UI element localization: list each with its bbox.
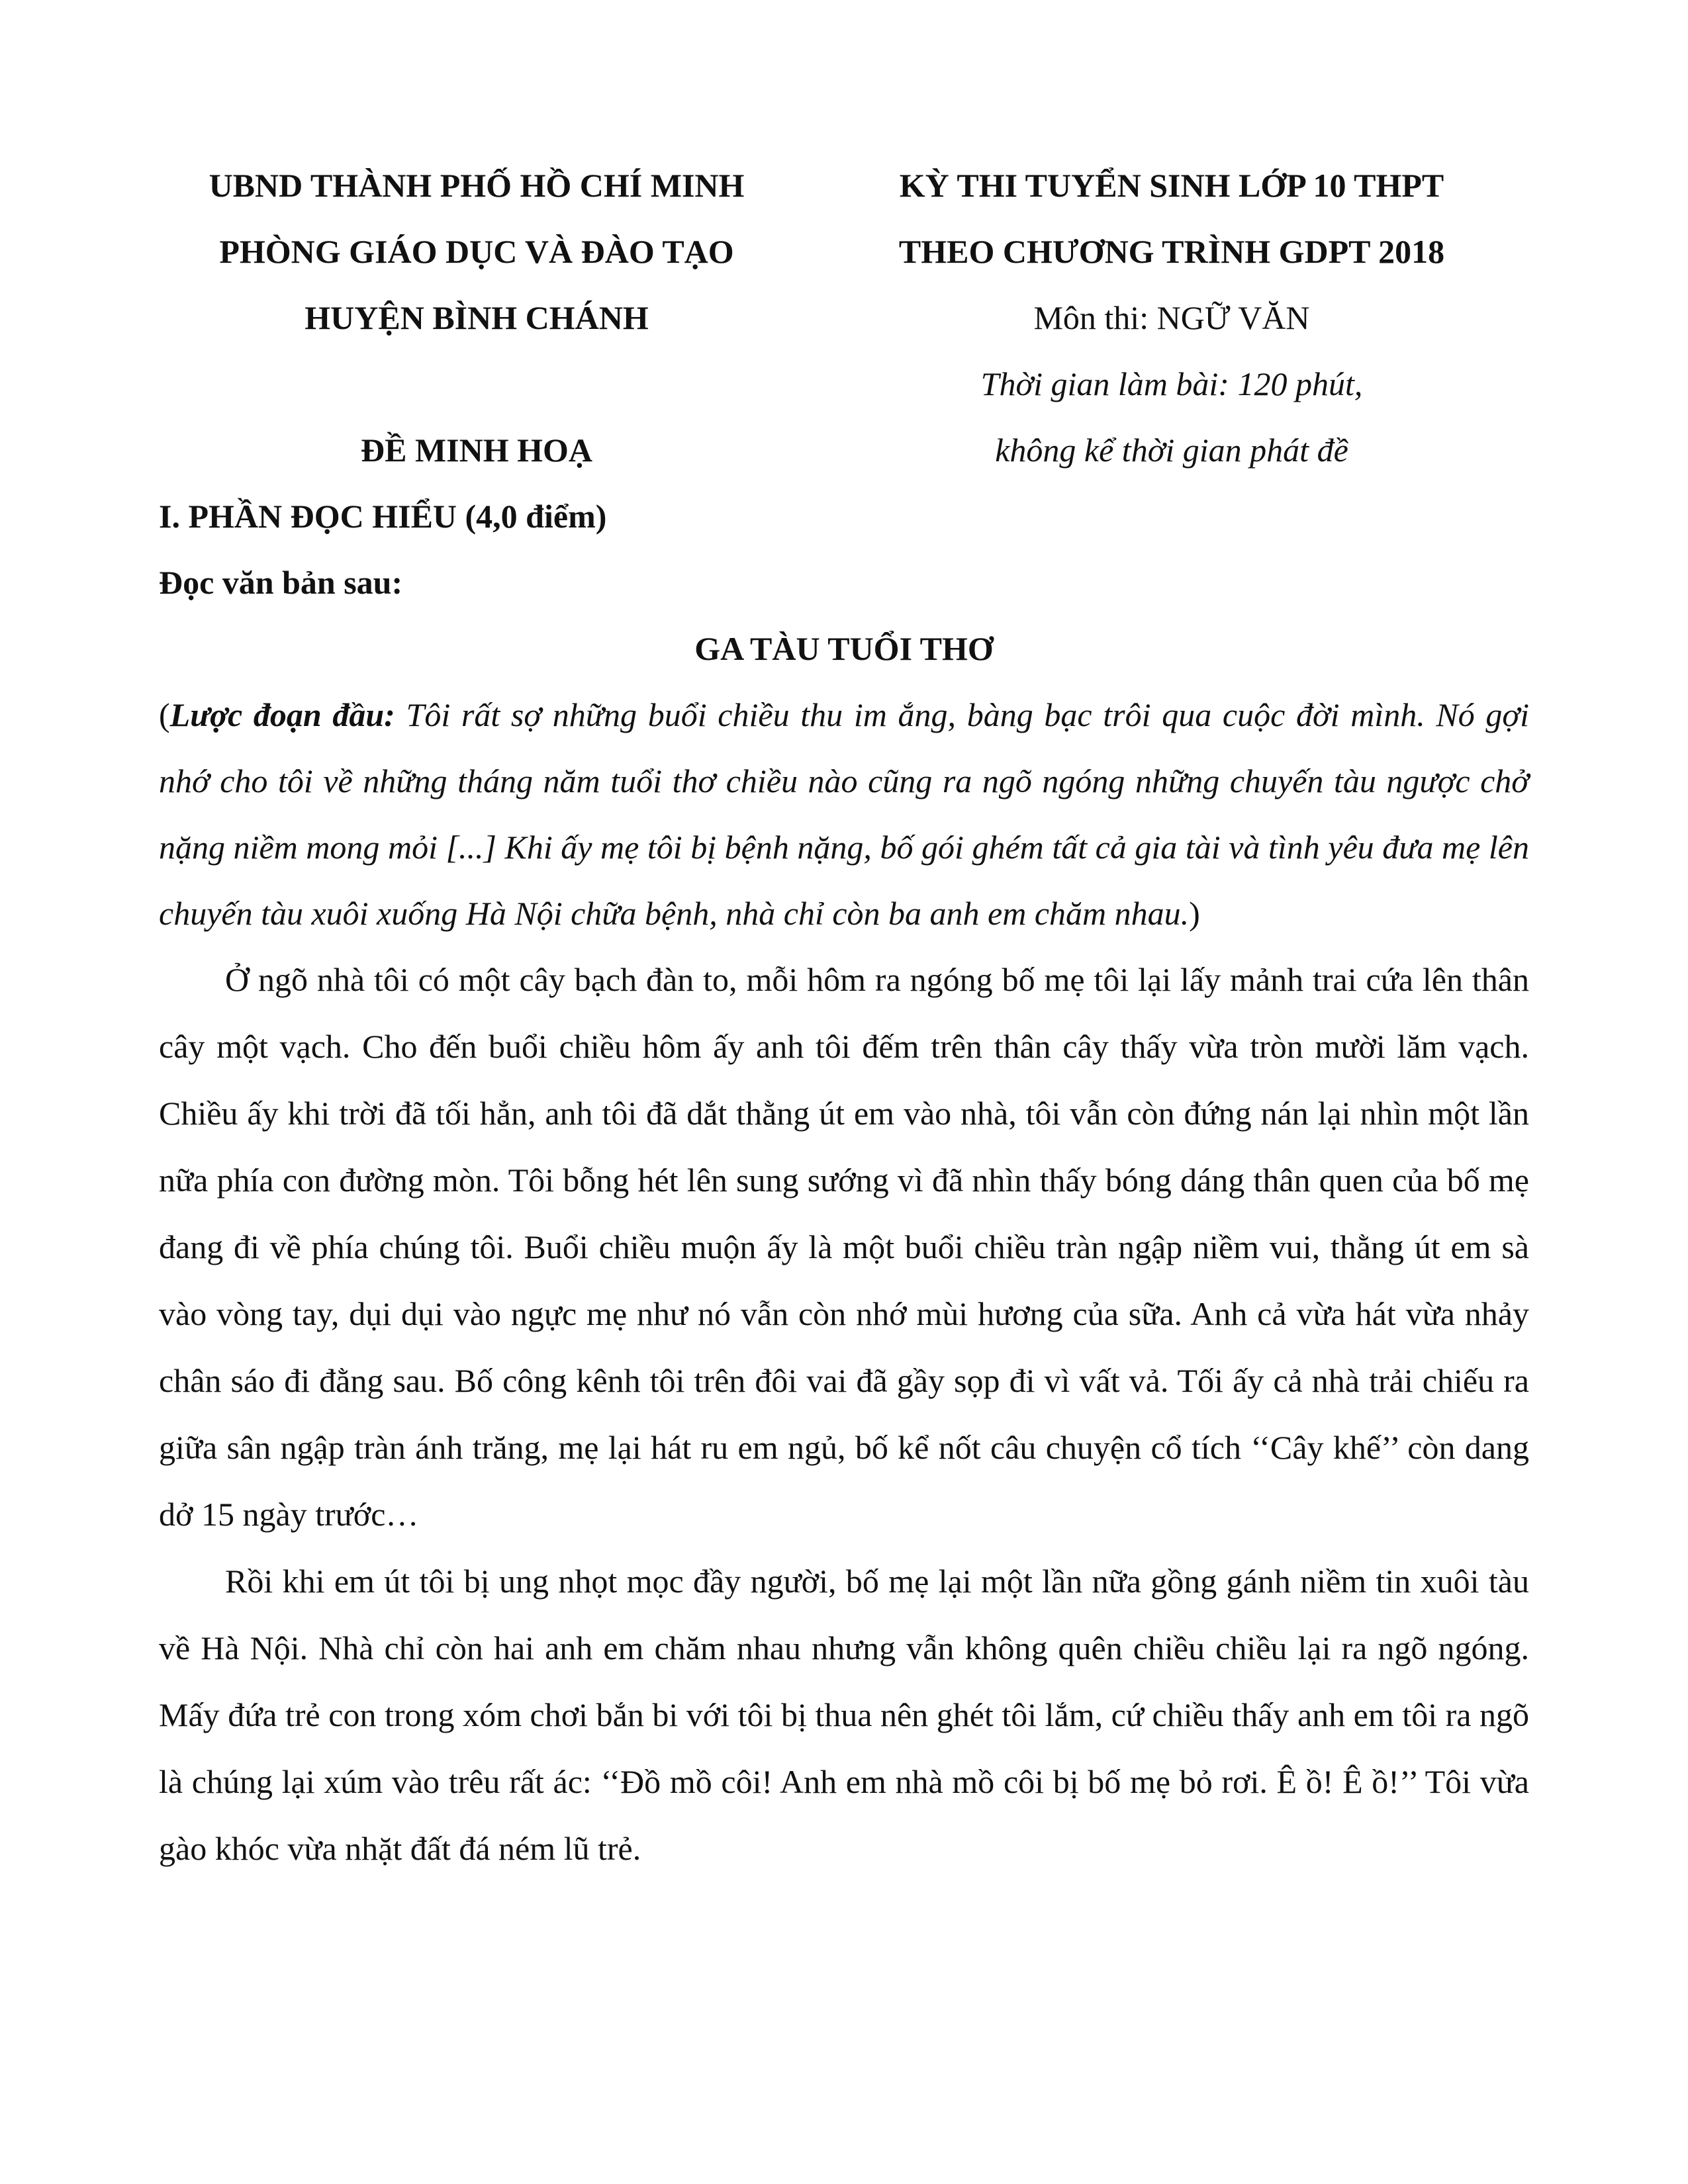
summary-close-paren: ) — [1189, 895, 1200, 932]
header-right — [841, 152, 1503, 483]
summary-lead: Lược đoạn đầu: — [169, 696, 395, 733]
section-instruction: Đọc văn bản sau: — [159, 564, 403, 601]
authority-line-3: HUYỆN BÌNH CHÁNH — [305, 299, 649, 336]
exam-title-line-2: THEO CHƯƠNG TRÌNH GDPT 2018 — [898, 233, 1445, 270]
summary-open-paren: ( — [159, 696, 170, 733]
summary-text: Tôi rất sợ những buổi chiều thu im ắng, bàng bạc trôi qua cuộc đời mình. Nó gợi nhớ cho tôi về những tháng năm tuổi thơ chiều nào cũng ra ngõ ngóng những chuyến tàu ngược chở nặng niềm mong mỏi [...] Khi ấy mẹ tôi bị bệnh nặng, bố gói ghém tất cả gia tài và tình yêu đưa mẹ lên chuyến tàu xuôi xuống Hà Nội chữa bệnh, nhà chỉ còn ba anh em chăm nhau. — [159, 696, 1530, 932]
exam-duration-note: không kể thời gian phát đề — [995, 432, 1348, 469]
story-paragraph-1: Ở ngõ nhà tôi có một cây bạch đàn to, mỗi hôm ra ngóng bố mẹ tôi lại lấy mảnh trai cứa lên thân cây một vạch. Cho đến buổi chiều hôm ấy anh tôi đếm trên thân cây thấy vừa tròn mười lăm vạch. Chiều ấy khi trời đã tối hẳn, anh tôi đã dắt thằng út em vào nhà, tôi vẫn còn đứng nán lại nhìn một lần nữa phía con đường mòn. Tôi bỗng hét lên sung sướng vì đã nhìn thấy bóng dáng thân quen của bố mẹ đang đi về phía chúng tôi. Buổi chiều muộn ấy là một buổi chiều tràn ngập niềm vui, thằng út em sà vào vòng tay, dụi dụi vào ngực mẹ như nó vẫn còn nhớ mùi hương của sữa. Anh cả vừa hát vừa nhảy chân sáo đi đằng sau. Bố công kênh tôi trên đôi vai đã gầy sọp đi vì vất vả. Tối ấy cả nhà trải chiếu ra giữa sân ngập tràn ánh trăng, mẹ lại hát ru em ngủ, bố kể nốt câu chuyện cổ tích ‘‘Cây khế’’ còn dang dở 15 ngày trước… — [159, 961, 1529, 1533]
exam-duration: Thời gian làm bài: 120 phút, — [980, 365, 1363, 402]
story-summary — [159, 682, 1529, 946]
header-left — [159, 152, 794, 483]
exam-body — [159, 483, 1529, 1882]
exam-title-line-1: KỲ THI TUYỂN SINH LỚP 10 THPT — [899, 167, 1444, 204]
exam-subject: Môn thi: NGỮ VĂN — [1033, 299, 1310, 336]
story-paragraph-2: Rồi khi em út tôi bị ung nhọt mọc đầy người, bố mẹ lại một lần nữa gồng gánh niềm tin xuôi tàu về Hà Nội. Nhà chỉ còn hai anh em chăm nhau nhưng vẫn không quên chiều chiều lại ra ngõ ngóng. Mấy đứa trẻ con trong xóm chơi bắn bi với tôi bị thua nên ghét tôi lắm, cứ chiều thấy anh em tôi ra ngõ là chúng lại xúm vào trêu rất ác: ‘‘Đồ mồ côi! Anh em nhà mồ côi bị bố mẹ bỏ rơi. Ê ồ! Ê ồ!’’ Tôi vừa gào khóc vừa nhặt đất đá ném lũ trẻ. — [159, 1563, 1529, 1867]
header-spacer — [159, 351, 794, 417]
document-type: ĐỀ MINH HOẠ — [361, 432, 592, 469]
story-title: GA TÀU TUỔI THƠ — [694, 630, 994, 667]
authority-line-1: UBND THÀNH PHỐ HỒ CHÍ MINH — [209, 167, 745, 204]
section-title: I. PHẦN ĐỌC HIỂU (4,0 điểm) — [159, 498, 607, 535]
authority-line-2: PHÒNG GIÁO DỤC VÀ ĐÀO TẠO — [219, 233, 734, 270]
